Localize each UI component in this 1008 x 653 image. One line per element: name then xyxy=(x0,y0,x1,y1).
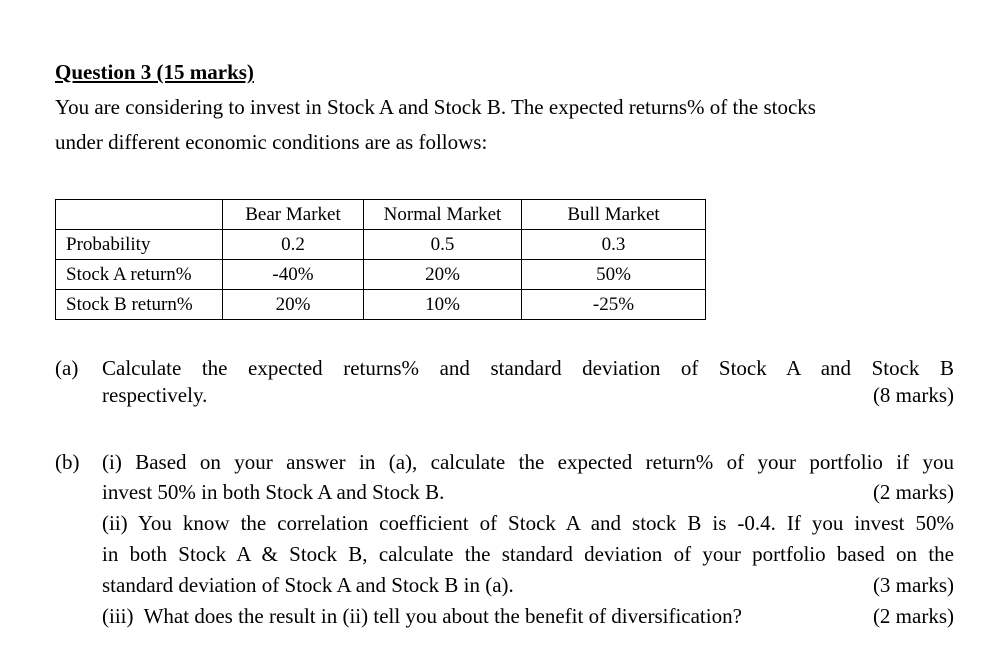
part-b-ii-line-2: in both Stock A & Stock B, calculate the standard deviation of your portfolio based on the xyxy=(102,542,954,566)
table-cell: 0.2 xyxy=(223,230,364,260)
part-b-i-line-1: (i) Based on your answer in (a), calculate the expected return% of your portfolio if you xyxy=(102,450,954,474)
part-b-i-marks: (2 marks) xyxy=(872,480,954,504)
part-b-ii-line-1: (ii) You know the correlation coefficient of Stock A and stock B is -0.4. If you invest 50% xyxy=(102,511,954,535)
returns-table xyxy=(55,199,706,320)
table-cell: 50% xyxy=(522,260,706,290)
table-cell: 20% xyxy=(223,290,364,320)
part-b-ii-marks: (3 marks) xyxy=(872,573,954,597)
table-cell: -25% xyxy=(522,290,706,320)
part-b-ii-line-3: standard deviation of Stock A and Stock B in (a). xyxy=(102,573,514,597)
table-cell: 20% xyxy=(364,260,522,290)
part-b-iii-line-1: (iii) What does the result in (ii) tell you about the benefit of diversification? xyxy=(102,604,742,628)
table-cell: 0.3 xyxy=(522,230,706,260)
table-row xyxy=(56,290,706,320)
part-b-i-line-2: invest 50% in both Stock A and Stock B. xyxy=(102,480,445,504)
table-row xyxy=(56,230,706,260)
table-cell: 0.5 xyxy=(364,230,522,260)
table-header-corner xyxy=(56,200,223,230)
table-header-normal: Normal Market xyxy=(364,200,522,230)
part-a-label: (a) xyxy=(55,356,79,380)
part-b-iii-marks: (2 marks) xyxy=(872,604,954,628)
row-label-stock-b: Stock B return% xyxy=(56,290,223,320)
table-cell: 10% xyxy=(364,290,522,320)
table-header-row xyxy=(56,200,706,230)
table-header-bull: Bull Market xyxy=(522,200,706,230)
part-a-marks: (8 marks) xyxy=(872,383,954,407)
part-a-line-2: respectively. xyxy=(102,383,208,407)
part-b-label: (b) xyxy=(55,450,80,474)
table-row xyxy=(56,260,706,290)
table-cell: -40% xyxy=(223,260,364,290)
intro-line-1: You are considering to invest in Stock A and Stock B. The expected returns% of the stocks xyxy=(55,95,816,119)
question-title: Question 3 (15 marks) xyxy=(55,60,254,84)
part-a-line-1: Calculate the expected returns% and standard deviation of Stock A and Stock B xyxy=(102,356,954,380)
row-label-stock-a: Stock A return% xyxy=(56,260,223,290)
row-label-probability: Probability xyxy=(56,230,223,260)
intro-line-2: under different economic conditions are as follows: xyxy=(55,130,488,154)
table-header-bear: Bear Market xyxy=(223,200,364,230)
